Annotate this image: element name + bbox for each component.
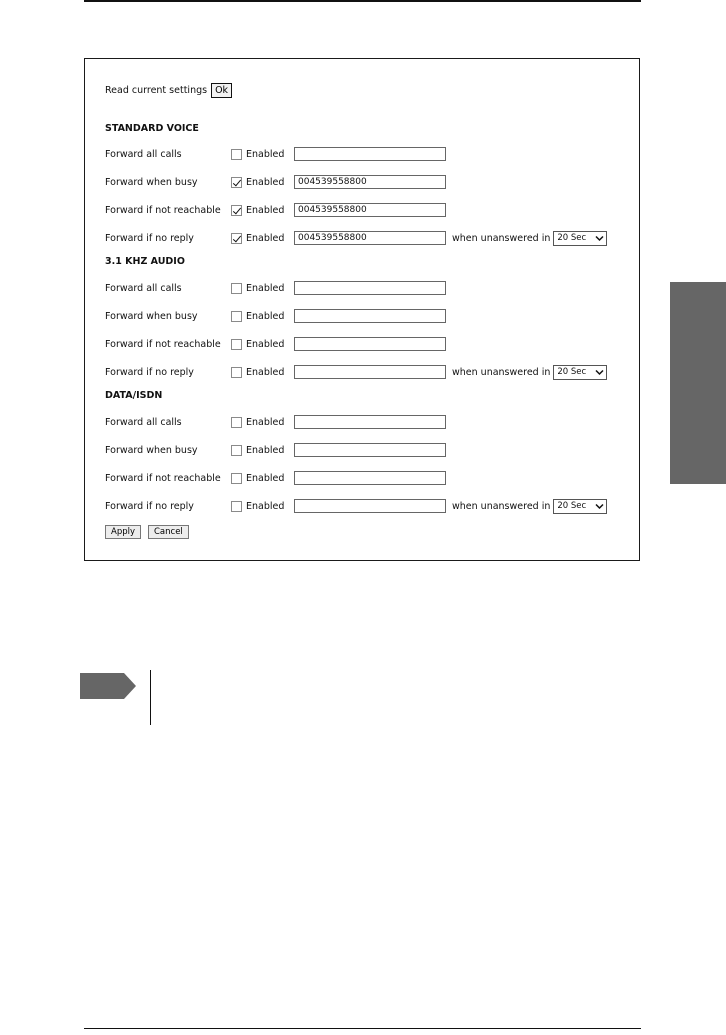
forward-number-input[interactable] [294,365,446,379]
row-standard-voice-forward-busy [105,174,446,190]
row-label: Forward if no reply [105,366,194,378]
row-data-forward-no-reply [105,498,607,514]
row-label: Forward all calls [105,416,182,428]
cancel-button[interactable]: Cancel [148,525,189,539]
enabled-checkbox[interactable] [231,149,242,160]
row-standard-voice-forward-all [105,146,446,162]
when-unanswered-label: when unanswered in [452,366,551,378]
enabled-checkbox[interactable] [231,501,242,512]
delay-select[interactable] [553,499,607,514]
enabled-checkbox[interactable] [231,205,242,216]
enabled-checkbox[interactable] [231,339,242,350]
note-arrow-icon [80,673,136,699]
row-data-forward-not-reachable [105,470,446,486]
forward-number-input[interactable] [294,281,446,295]
section-title-data-isdn: DATA/ISDN [105,390,163,401]
forward-number-input[interactable] [294,499,446,513]
row-label: Forward if no reply [105,232,194,244]
read-settings-label: Read current settings [105,85,208,96]
enabled-label: Enabled [246,232,285,244]
forward-number-input[interactable] [294,415,446,429]
enabled-label: Enabled [246,444,285,456]
forward-number-input[interactable]: 004539558800 [294,203,446,217]
enabled-checkbox[interactable] [231,367,242,378]
section-title-standard-voice: STANDARD VOICE [105,123,199,134]
row-label: Forward when busy [105,176,198,188]
delay-select[interactable] [553,231,607,246]
enabled-label: Enabled [246,148,285,160]
enabled-label: Enabled [246,282,285,294]
chevron-down-icon [595,235,604,242]
delay-value: 20 Sec [557,233,587,243]
enabled-checkbox[interactable] [231,445,242,456]
row-audio-forward-all [105,280,446,296]
row-audio-forward-no-reply [105,364,607,380]
forward-number-input[interactable] [294,147,446,161]
row-label: Forward if not reachable [105,338,221,350]
enabled-label: Enabled [246,176,285,188]
enabled-label: Enabled [246,472,285,484]
chapter-side-tab [670,282,726,484]
forward-number-input[interactable] [294,309,446,323]
forward-number-input[interactable] [294,337,446,351]
delay-value: 20 Sec [557,367,587,377]
enabled-checkbox[interactable] [231,233,242,244]
delay-value: 20 Sec [557,501,587,511]
read-settings-row [105,83,232,98]
enabled-checkbox[interactable] [231,417,242,428]
enabled-checkbox[interactable] [231,283,242,294]
forward-number-input[interactable] [294,443,446,457]
when-unanswered-label: when unanswered in [452,500,551,512]
row-audio-forward-busy [105,308,446,324]
row-label: Forward when busy [105,444,198,456]
delay-select[interactable] [553,365,607,380]
when-unanswered-label: when unanswered in [452,232,551,244]
enabled-label: Enabled [246,338,285,350]
enabled-checkbox[interactable] [231,311,242,322]
row-label: Forward if no reply [105,500,194,512]
section-title-audio: 3.1 KHZ AUDIO [105,256,185,267]
row-audio-forward-not-reachable [105,336,446,352]
ok-button[interactable]: Ok [211,83,232,98]
row-standard-voice-forward-no-reply [105,230,607,246]
forward-number-input[interactable]: 004539558800 [294,231,446,245]
row-standard-voice-forward-not-reachable [105,202,446,218]
row-label: Forward if not reachable [105,204,221,216]
row-label: Forward when busy [105,310,198,322]
apply-button[interactable]: Apply [105,525,141,539]
enabled-label: Enabled [246,366,285,378]
enabled-label: Enabled [246,310,285,322]
forward-number-input[interactable] [294,471,446,485]
enabled-label: Enabled [246,416,285,428]
enabled-checkbox[interactable] [231,177,242,188]
forward-number-input[interactable]: 004539558800 [294,175,446,189]
call-forwarding-panel [84,58,640,561]
row-label: Forward all calls [105,148,182,160]
top-rule [84,0,641,2]
enabled-label: Enabled [246,204,285,216]
chevron-down-icon [595,369,604,376]
row-data-forward-busy [105,442,446,458]
note-divider [150,670,151,725]
row-label: Forward all calls [105,282,182,294]
chevron-down-icon [595,503,604,510]
enabled-label: Enabled [246,500,285,512]
enabled-checkbox[interactable] [231,473,242,484]
bottom-rule [84,1028,641,1029]
row-label: Forward if not reachable [105,472,221,484]
row-data-forward-all [105,414,446,430]
